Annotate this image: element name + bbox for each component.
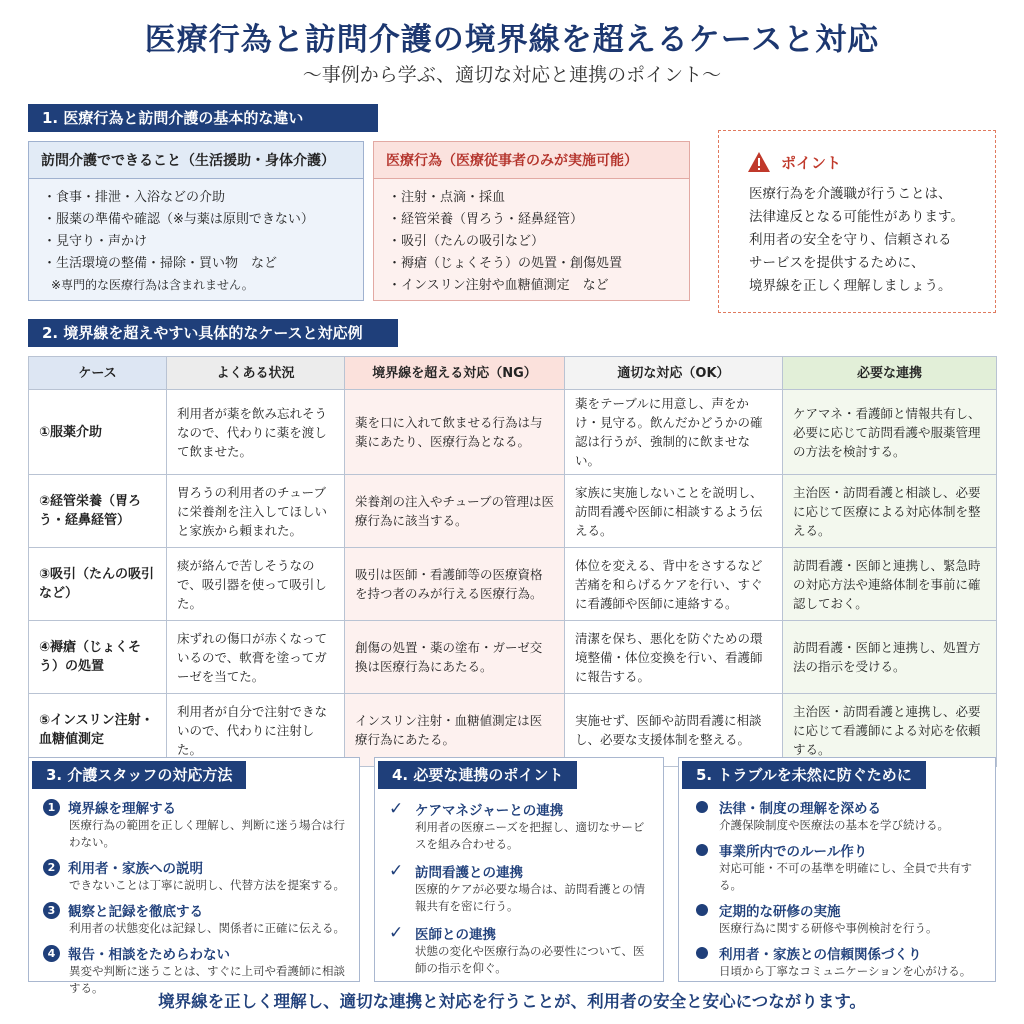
case-cell: ④褥瘡（じょくそう）の処置	[29, 621, 167, 694]
list-item	[679, 797, 995, 834]
item-body: できないことは丁寧に説明し、代替方法を提案する。	[69, 878, 345, 892]
situation-cell: 床ずれの傷口が赤くなっているので、軟膏を塗ってガーゼを当てた。	[167, 621, 345, 694]
bullet-dot-icon	[696, 947, 708, 959]
coop-cell: 訪問看護・医師と連携し、処置方法の指示を受ける。	[783, 621, 997, 694]
item-title: 報告・相談をためらわない	[68, 947, 230, 963]
item-title: 訪問看護との連携	[415, 865, 523, 881]
section-3-heading: 3. 介護スタッフの対応方法	[32, 761, 246, 789]
check-icon: ✓	[389, 923, 404, 943]
case-cell: ①服薬介助	[29, 390, 167, 475]
item-body: 利用者の状態変化は記録し、関係者に正確に伝える。	[69, 921, 345, 935]
number-badge: 3	[43, 902, 60, 919]
list-item: ・褥瘡（じょくそう）の処置・創傷処置	[388, 256, 623, 271]
ng-cell: 栄養剤の注入やチューブの管理は医療行為に該当する。	[345, 475, 565, 548]
list-item: ・経管栄養（胃ろう・経鼻経管）	[388, 212, 584, 227]
section-2-heading: 2. 境界線を超えやすい具体的なケースと対応例	[28, 319, 398, 347]
care-note: ※専門的な医療行為は含まれません。	[51, 278, 254, 292]
coop-cell: 訪問看護・医師と連携し、緊急時の対応方法や連絡体制を事前に確認しておく。	[783, 548, 997, 621]
list-item: ・インスリン注射や血糖値測定 など	[388, 278, 609, 293]
list-item	[375, 861, 663, 915]
coop-cell: ケアマネ・看護師と情報共有し、必要に応じて訪問看護や服薬管理の方法を検討する。	[783, 390, 997, 475]
item-body: 医療行為の範囲を正しく理解し、判断に迷う場合は行わない。	[69, 818, 345, 849]
check-icon: ✓	[389, 861, 404, 881]
item-title: 境界線を理解する	[68, 801, 176, 817]
number-badge: 4	[43, 945, 60, 962]
page-subtitle: 〜事例から学ぶ、適切な対応と連携のポイント〜	[302, 64, 722, 86]
table-header-row	[29, 357, 997, 390]
coop-cell: 主治医・訪問看護と連携し、必要に応じて看護師による対応を依頼する。	[783, 694, 997, 767]
medical-box-header	[374, 142, 689, 179]
item-title: 医師との連携	[415, 927, 496, 943]
item-title: 定期的な研修の実施	[719, 904, 841, 920]
item-body: 異変や判断に迷うことは、すぐに上司や看護師に相談する。	[69, 964, 345, 995]
item-body: 医療行為に関する研修や事例検討を行う。	[719, 921, 938, 935]
care-list	[29, 179, 363, 275]
column-header: 境界線を超える対応（NG）	[345, 357, 565, 390]
list-item: ・食事・排泄・入浴などの介助	[43, 190, 226, 205]
table-row	[29, 621, 997, 694]
list-item: ・見守り・声かけ	[43, 234, 148, 249]
ok-cell: 薬をテーブルに用意し、声をかけ・見守る。飲んだかどうかの確認は行うが、強制的に飲ませない。	[565, 390, 783, 475]
footer-message: 境界線を正しく理解し、適切な連携と対応を行うことが、利用者の安全と安心につながります。	[158, 992, 866, 1011]
list-item: ・服薬の準備や確認（※与薬は原則できない）	[43, 212, 314, 227]
page-title: 医療行為と訪問介護の境界線を超えるケースと対応	[144, 22, 880, 58]
care-box	[28, 141, 364, 301]
check-icon: ✓	[389, 799, 404, 819]
situation-cell: 利用者が自分で注射できないので、代わりに注射した。	[167, 694, 345, 767]
list-item	[375, 799, 663, 853]
section-1-heading: 1. 医療行為と訪問介護の基本的な違い	[28, 104, 378, 132]
item-body: 医療的ケアが必要な場合は、訪問看護との情報共有を密に行う。	[415, 882, 645, 913]
item-title: 観察と記録を徹底する	[68, 904, 203, 920]
care-box-header: 訪問介護でできること（生活援助・身体介護）	[29, 142, 363, 179]
point-line: 法律違反となる可能性があります。	[749, 209, 964, 225]
list-item	[679, 900, 995, 937]
coop-cell: 主治医・訪問看護と相談し、必要に応じて医療による対応体制を整える。	[783, 475, 997, 548]
column-header: 適切な対応（OK）	[565, 357, 783, 390]
point-header	[719, 131, 995, 173]
section-4-box	[374, 757, 664, 982]
case-cell: ②経管栄養（胃ろう・経鼻経管）	[29, 475, 167, 548]
ng-cell: インスリン注射・血糖値測定は医療行為にあたる。	[345, 694, 565, 767]
list-item	[29, 797, 359, 851]
list-item	[679, 840, 995, 894]
table-row	[29, 548, 997, 621]
column-header: よくある状況	[167, 357, 345, 390]
item-title: 事業所内でのルール作り	[719, 844, 868, 860]
situation-cell: 痰が絡んで苦しそうなので、吸引器を使って吸引した。	[167, 548, 345, 621]
list-item: ・注射・点滴・採血	[388, 190, 506, 205]
point-line: 医療行為を介護職が行うことは、	[749, 186, 952, 202]
item-title: 利用者・家族への説明	[68, 861, 203, 877]
table-row	[29, 694, 997, 767]
number-badge: 2	[43, 859, 60, 876]
bullet-dot-icon	[696, 844, 708, 856]
section-4-heading: 4. 必要な連携のポイント	[378, 761, 577, 789]
point-box	[718, 130, 996, 313]
section-5-heading: 5. トラブルを未然に防ぐために	[682, 761, 926, 789]
case-cell: ③吸引（たんの吸引など）	[29, 548, 167, 621]
item-body: 介護保険制度や医療法の基本を学び続ける。	[719, 818, 949, 832]
item-body: 対応可能・不可の基準を明確にし、全員で共有する。	[719, 861, 972, 892]
situation-cell: 利用者が薬を飲み忘れそうなので、代わりに薬を渡して飲ませた。	[167, 390, 345, 475]
item-body: 日頃から丁寧なコミュニケーションを心がける。	[719, 964, 972, 978]
item-title: 利用者・家族との信頼関係づくり	[719, 947, 922, 963]
item-title: ケアマネジャーとの連携	[415, 803, 564, 819]
list-item	[29, 857, 359, 894]
situation-cell: 胃ろうの利用者のチューブに栄養剤を注入してほしいと家族から頼まれた。	[167, 475, 345, 548]
list-item	[29, 900, 359, 937]
list-item: ・生活環境の整備・掃除・買い物 など	[43, 256, 278, 271]
ok-cell: 体位を変える、背中をさするなど苦痛を和らげるケアを行い、すぐに看護師や医師に連絡する。	[565, 548, 783, 621]
ok-cell: 実施せず、医師や訪問看護に相談し、必要な支援体制を整える。	[565, 694, 783, 767]
point-line: 境界線を正しく理解しましょう。	[749, 278, 952, 294]
column-header: 必要な連携	[783, 357, 997, 390]
ng-cell: 薬を口に入れて飲ませる行為は与薬にあたり、医療行為となる。	[345, 390, 565, 475]
bullet-dot-icon	[696, 904, 708, 916]
case-cell: ⑤インスリン注射・血糖値測定	[29, 694, 167, 767]
item-body: 状態の変化や医療行為の必要性について、医師の指示を仰ぐ。	[415, 944, 645, 975]
medical-box	[373, 141, 690, 301]
bullet-dot-icon	[696, 801, 708, 813]
medical-list	[374, 179, 689, 297]
medical-header-sub: （医療従事者のみが実施可能）	[442, 153, 638, 169]
number-badge: 1	[43, 799, 60, 816]
medical-header-main: 医療行為	[386, 153, 442, 169]
table-row	[29, 390, 997, 475]
column-header: ケース	[29, 357, 167, 390]
table-row	[29, 475, 997, 548]
list-item: ・吸引（たんの吸引など）	[388, 234, 545, 249]
list-item	[375, 923, 663, 977]
section-3-box	[28, 757, 360, 995]
item-title: 法律・制度の理解を深める	[719, 801, 881, 817]
cases-table	[28, 356, 997, 767]
point-line: サービスを提供するために、	[749, 255, 925, 271]
point-label: ポイント	[781, 153, 842, 172]
ng-cell: 創傷の処置・薬の塗布・ガーゼ交換は医療行為にあたる。	[345, 621, 565, 694]
point-line: 利用者の安全を守り、信頼される	[749, 232, 952, 248]
ok-cell: 家族に実施しないことを説明し、訪問看護や医師に相談するよう伝える。	[565, 475, 783, 548]
warning-icon	[747, 151, 771, 173]
ng-cell: 吸引は医師・看護師等の医療資格を持つ者のみが行える医療行為。	[345, 548, 565, 621]
point-text	[719, 173, 995, 298]
item-body: 利用者の医療ニーズを把握し、適切なサービスを組み合わせる。	[415, 820, 645, 851]
ok-cell: 清潔を保ち、悪化を防ぐための環境整備・体位変換を行い、看護師に報告する。	[565, 621, 783, 694]
list-item	[679, 943, 995, 980]
section-5-box	[678, 757, 996, 982]
